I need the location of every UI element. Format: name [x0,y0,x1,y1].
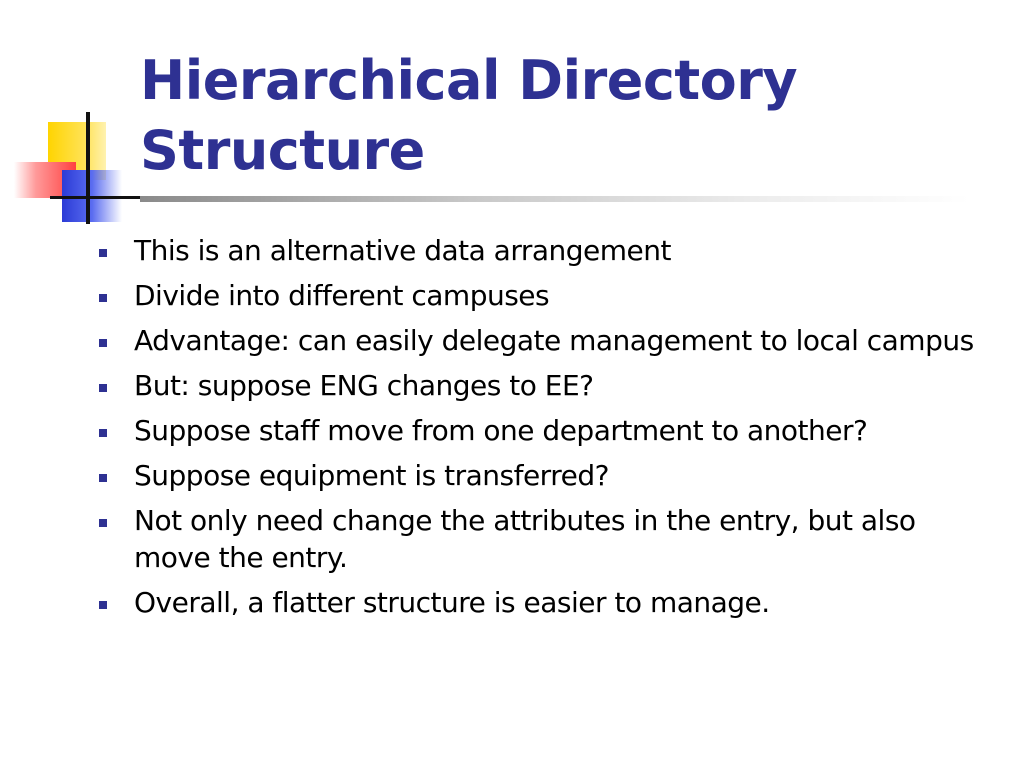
bullet-text: Suppose equipment is transferred? [134,459,609,492]
bullet-square-icon [99,474,107,482]
list-item [96,232,976,269]
bullet-list [96,232,976,629]
bullet-square-icon [99,429,107,437]
bullet-text: Overall, a flatter structure is easier to manage. [134,586,770,619]
bullet-square-icon [99,249,107,257]
bullet-square-icon [99,294,107,302]
list-item [96,322,976,359]
list-item [96,584,976,621]
title-underline [140,196,970,202]
bullet-text: Divide into different campuses [134,279,550,312]
bullet-square-icon [99,519,107,527]
list-item [96,277,976,314]
bullet-text: But: suppose ENG changes to EE? [134,369,594,402]
vertical-line-decoration [86,112,90,224]
list-item [96,367,976,404]
horizontal-line-decoration [50,196,146,199]
bullet-text: Suppose staff move from one department to another? [134,414,868,447]
list-item [96,457,976,494]
bullet-text: Not only need change the attributes in the entry, but also move the entry. [134,504,916,574]
bullet-text: Advantage: can easily delegate management to local campus [134,324,974,357]
list-item [96,412,976,449]
bullet-square-icon [99,339,107,347]
bullet-square-icon [99,384,107,392]
bullet-square-icon [99,601,107,609]
bullet-text: This is an alternative data arrangement [134,234,671,267]
list-item [96,502,976,576]
slide-title: Hierarchical Directory Structure [140,49,798,182]
